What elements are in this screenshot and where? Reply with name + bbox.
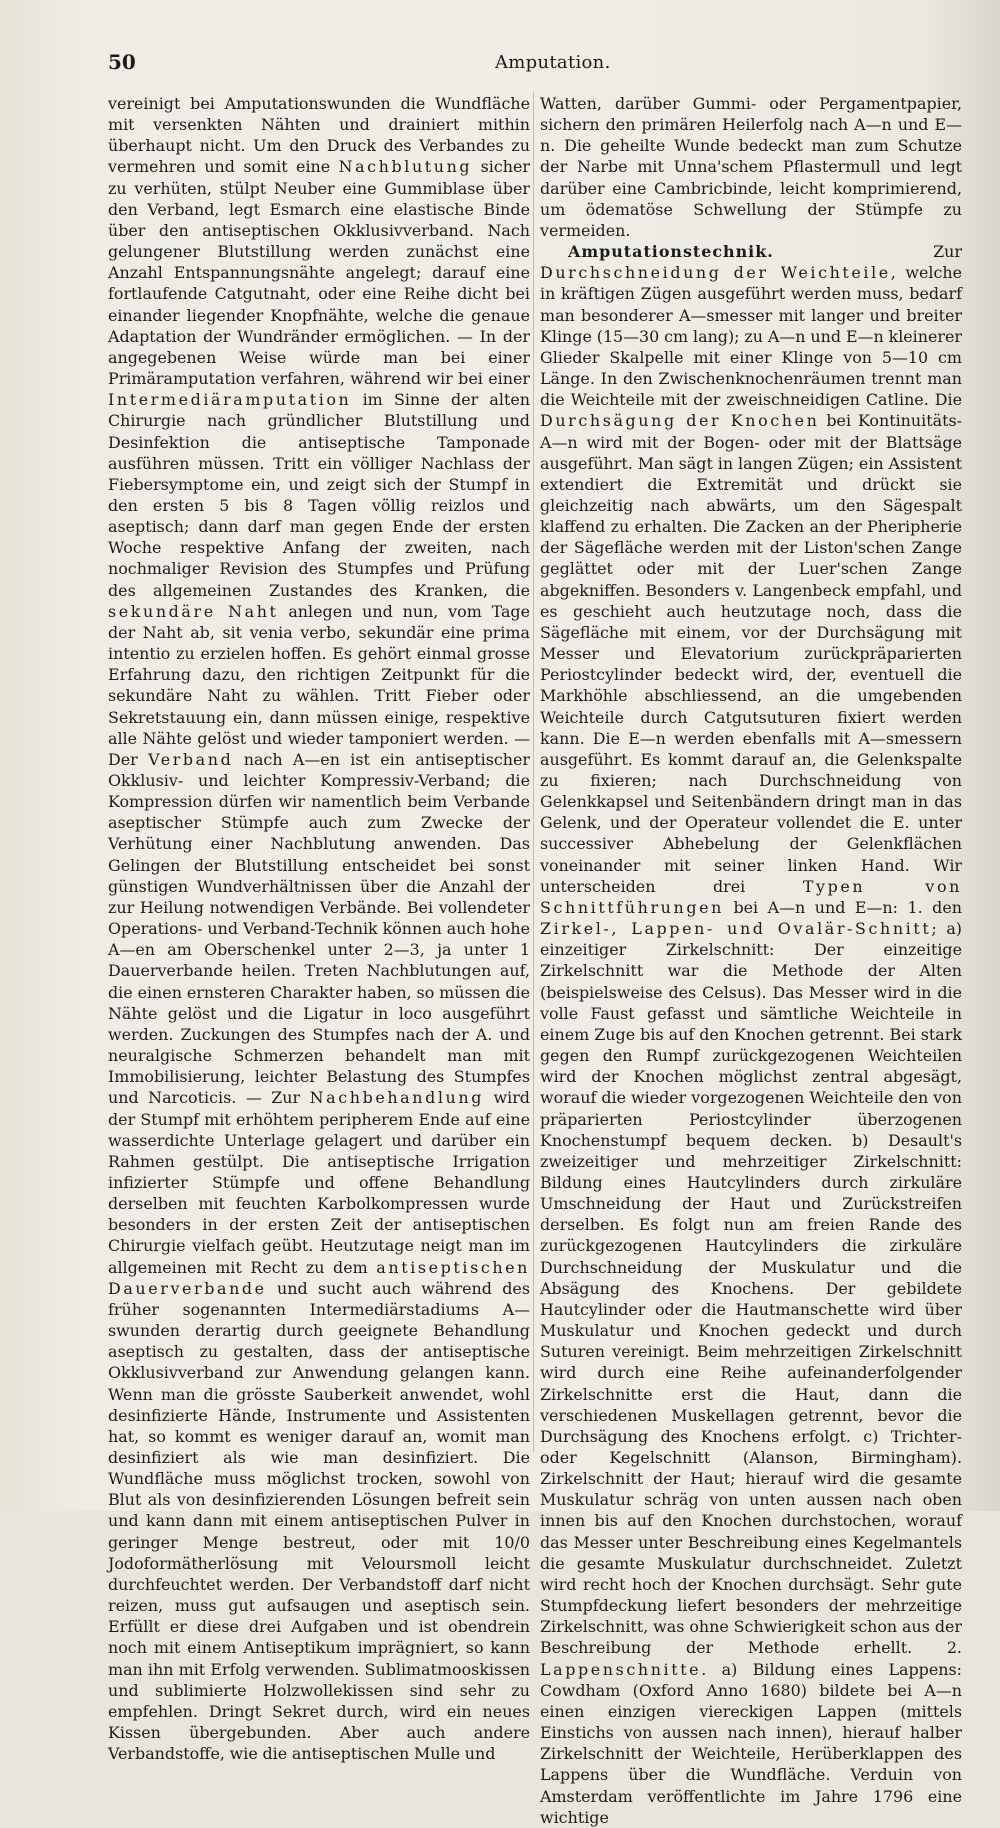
spaced-term: Durchschneidung der Weichteile <box>540 263 891 283</box>
right-column-intro: Watten, darüber Gummi- oder Pergamentpapier, sichern den primären Heilerfolg nach A—n und E—n. Die geheilte Wunde bedeckt man zum Schutze der Narbe mit Unna'schem Pflastermull und legt darüber eine Cambricbinde, leicht komprimierend, um ödematöse Schwellung der Stümpfe zu vermeiden. <box>540 94 962 240</box>
spaced-term: Zirkel-, Lappen- und Ovalär-Schnitt <box>540 919 932 939</box>
left-column <box>108 93 530 1764</box>
spaced-term: Durchsägung der Knochen <box>540 411 820 431</box>
column-divider <box>533 92 534 1452</box>
running-title: Amputation. <box>495 52 611 73</box>
spaced-term: antiseptischen Dauerverbande <box>108 1257 530 1298</box>
text-run: und sucht auch während des früher sogenannten Intermediärstadiums A—swunden derartig durch geeignete Behandlung aseptisch zu gestalten, dass der antiseptische Okklusivverband zur Anwendung gelangen kann. Wenn man die grösste Sauberkeit anwendet, wohl desinfizierte Hände, Instrumente und Assistenten hat, so kommt es weniger darauf an, womit man desinfiziert als wie man desinfiziert. Die Wundfläche muss möglichst trocken, sowohl von Blut als von desinfizierenden Lösungen befreit sein und kann dann mit einem antiseptischen Pulver in geringer Menge bestreut, oder mit 10/0 Jodoformätherlösung mit Veloursmoll leicht durchfeuchtet werden. Der Verbandstoff darf nicht reizen, muss gut aufsaugen und aseptisch sein. Erfüllt er diese drei Aufgaben und ist obendrein noch mit einem Antiseptikum imprägniert, so kann man ihn mit Erfolg verwenden. Sublimatmooskissen und sublimierte Holzwollekissen sind sehr zu empfehlen. Dringt Sekret durch, wird ein neues Kissen übergebunden. Aber auch andere Verbandstoffe, wie die antiseptischen Mulle und <box>108 1278 530 1764</box>
spaced-term: Lappenschnitte <box>540 1659 702 1679</box>
text-run: vereinigt bei Amputationswunden die Wundfläche mit versenkten Nähten und drainiert mithin überhaupt nicht. Um den Druck des Verbandes zu vermehren und somit eine <box>108 94 530 177</box>
spaced-term: Verband <box>148 749 234 769</box>
spaced-term: Intermediäramputation <box>108 390 352 410</box>
text-run: nach A—en ist ein antiseptischer Okklusiv- und leichter Kompressiv-Verband; die Kompression dürfen wir namentlich beim Verbande aseptischer Stümpfe auch zum Zwecke der Verhütung einer Nachblutung anwenden. Das Gelingen der Blutstillung entscheidet bei sonst günstigen Wundverhältnissen über die Anzahl der zur Heilung notwendigen Verbände. Bei vollendeter Operations- und Verband-Technik können auch hohe A—en am Oberschenkel unter 2—3, ja unter 1 Dauerverbande heilen. Treten Nachblutungen auf, die einen ernsteren Charakter haben, so müssen die Nähte gelöst und die Ligatur in loco ausgeführt werden. Zuckungen des Stumpfes nach der A. und neuralgische Schmerzen behandelt man mit Immobilisierung, leichter Belastung des Stumpfes und Narcoticis. — Zur <box>108 749 530 1108</box>
text-run: ; a) einzeitiger Zirkelschnitt: Der einzeitige Zirkelschnitt war die Methode der Alten (beispielsweise des Celsus). Das Messer wird in die volle Faust gefasst und sämtliche Weichteile in einem Zuge bis auf den Knochen getrennt. Bei stark gegen den Rumpf zurückgezogenen Weichteilen wird der Knochen möglichst zentral abgesägt, worauf die wieder vorgezogenen Weichteile den von präparierten Periostcylinder überzogenen Knochenstumpf bequem decken. b) Desault's zweizeitiger und mehrzeitiger Zirkelschnitt: Bildung eines Hautcylinders durch zirkuläre Umschneidung der Haut und Zurückstreifen derselben. Es folgt nun am freien Rande des zurückgezogenen Hautcylinders die zirkuläre Durchschneidung der Muskulatur und die Absägung des Knochens. Der gebildete Hautcylinder oder die Hautmanschette wird über Muskulatur und Knochen gedeckt und durch Suturen vereinigt. Beim mehrzeitigen Zirkelschnitt wird durch eine Reihe aufeinanderfolgender Zirkelschnitte erst die Haut, dann die verschiedenen Muskellagen getrennt, bevor die Durchsägung des Knochens erfolgt. c) Trichter- oder Kegelschnitt (Alanson, Birmingham). Zirkelschnitt der Haut; hierauf wird die gesamte Muskulatur schräg von unten aussen nach oben innen bis auf den Knochen durchstochen, worauf das Messer unter Beschreibung eines Kegelmantels die gesamte Muskulatur durchschneidet. Zuletzt wird recht hoch der Knochen durchsägt. Sehr gute Stumpfdeckung liefert besonders der mehrzeitige Zirkelschnitt, was ohne Schwierigkeit schon aus der Beschreibung der Methode erhellt. 2. <box>540 919 963 1658</box>
text-run: , welche in kräftigen Zügen ausgeführt werden muss, bedarf man besonderer A—smesser mit langer und breiter Klinge (15—30 cm lang); zu A—n und E—n kleinerer Glieder Skalpelle mit einer Klinge von 5—10 cm Länge. In den Zwischenknochenräumen trennt man die Weichteile mit der zweischneidigen Catline. Die <box>540 263 962 410</box>
right-column <box>540 93 962 1828</box>
left-column-text <box>108 93 530 1764</box>
text-run: Zur <box>773 242 962 262</box>
section-heading: Amputationstechnik. <box>568 242 774 262</box>
text-run: anlegen und nun, vom Tage der Naht ab, sit venia verbo, sekundär eine prima intentio zu erzielen hoffen. Es gehört einmal grosse Erfahrung dazu, den richtigen Zeitpunkt für die sekundäre Naht zu wählen. Tritt Fieber oder Sekretstauung ein, dann müssen einige, respektive alle Nähte gelöst und wieder tamponiert werden. — Der <box>108 601 530 769</box>
spaced-term: sekundäre Naht <box>108 601 279 621</box>
page-number: 50 <box>108 50 136 74</box>
spaced-term: Nachbehandlung <box>309 1088 484 1108</box>
spaced-term: Typen von Schnittführungen <box>540 876 962 917</box>
text-run: wird der Stumpf mit erhöhtem peripherem Ende auf eine wasserdichte Unterlage gelagert und darüber ein Rahmen gestülpt. Die antiseptische Irrigation infizierter Stümpfe und offene Behandlung derselben mit feuchten Karbolkompressen wurde besonders in der ersten Zeit der antiseptischen Chirurgie vielfach geübt. Heutzutage neigt man im allgemeinen mit Recht zu dem <box>108 1088 530 1277</box>
page-header <box>108 50 960 80</box>
text-run: im Sinne der alten Chirurgie nach gründlicher Blutstillung und Desinfektion die antiseptische Tamponade ausführen müssen. Tritt ein völliger Nachlass der Fiebersymptome ein, und zeigt sich der Stumpf in den ersten 5 bis 8 Tagen völlig reizlos und aseptisch; dann darf man gegen Ende der ersten Woche respektive Anfang der zweiten, nach nochmaliger Revision des Stumpfes und Prüfung des allgemeinen Zustandes des Kranken, die <box>108 390 530 600</box>
text-run: sicher zu verhüten, stülpt Neuber eine Gummiblase über den Verband, legt Esmarch eine elastische Binde über den antiseptischen Okklusivverband. Nach gelungener Blutstillung werden zunächst eine Anzahl Entspannungsnähte angelegt; darauf eine fortlaufende Catgutnaht, oder eine Reihe dicht bei einander liegender Knopfnähte, welche die genaue Adaptation der Wundränder ermöglichen. — In der angegebenen Weise würde man bei einer Primäramputation verfahren, während wir bei einer <box>108 157 530 389</box>
text-run: bei A—n und E—n: 1. den <box>723 897 962 917</box>
text-run: bei Kontinuitäts-A—n wird mit der Bogen- oder mit der Blattsäge ausgeführt. Man sägt in langen Zügen; ein Assistent extendiert die Extremität und drückt sie gleichzeitig nach abwärts, um den Sägespalt klaffend zu erhalten. Die Zacken an der Pheripherie der Sägefläche werden mit der Liston'schen Zange geglättet oder mit der Luer'schen Zange abgekniffen. Besonders v. Langenbeck empfahl, und es geschieht auch heutzutage noch, dass die Sägefläche mit einem, vor der Durchsägung mit Messer und Elevatorium zurückpräparierten Periostcylinder bedeckt wird, der, eventuell die Markhöhle abschliessend, an die umgebenden Weichteile durch Catgutsuturen fixiert werden kann. Die E—n werden ebenfalls mit A—smessern ausgeführt. Es kommt darauf an, die Gelenkspalte zu fixieren; nach Durchschneidung von Gelenkkapsel und Seitenbändern dringt man in das Gelenk, und der Operateur vollendet die E. unter successiver Abhebelung der Gelenkflächen voneinander mit seiner linken Hand. Wir unterscheiden drei <box>540 411 962 896</box>
right-column-text <box>540 241 962 1828</box>
text-run: . a) Bildung eines Lappens: Cowdham (Oxford Anno 1680) bildete bei A—n einen einzigen viereckigen Lappen (mittels Einstichs von aussen nach innen), hierauf halber Zirkelschnitt der Weichteile, Herüberklappen des Lappens über die Wundfläche. Verduin von Amsterdam veröffentlichte im Jahre 1796 eine wichtige <box>540 1659 962 1827</box>
spaced-term: Nachblutung <box>338 157 473 177</box>
